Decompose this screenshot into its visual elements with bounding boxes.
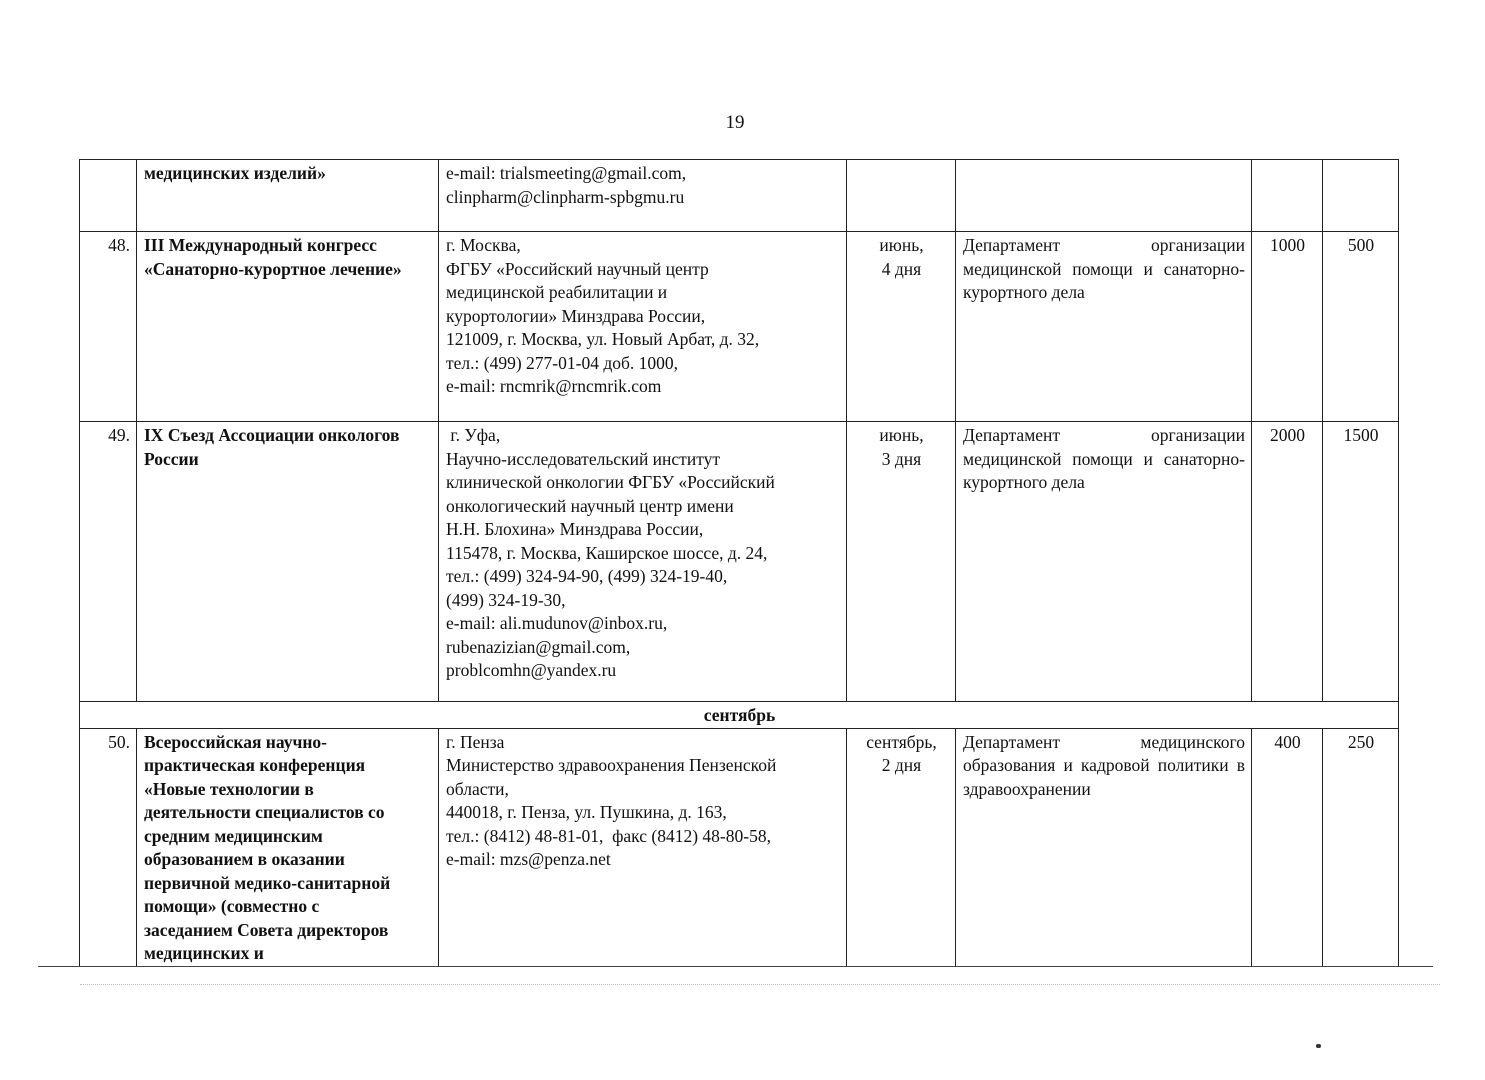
row-number: 49. xyxy=(80,422,137,702)
events-table xyxy=(79,159,1399,967)
event-date xyxy=(847,160,956,232)
reports-count: 500 xyxy=(1323,232,1399,422)
event-department: Департамент организации медицинской помощи и санаторно-курортного дела xyxy=(956,232,1252,422)
event-department xyxy=(956,160,1252,232)
scan-artifact-mark xyxy=(1316,1044,1321,1048)
table-row xyxy=(80,160,1399,232)
participants-count: 400 xyxy=(1252,728,1323,966)
event-date: июнь, 3 дня xyxy=(847,422,956,702)
page-bottom-rule xyxy=(38,966,1433,967)
row-number xyxy=(80,160,137,232)
event-date: сентябрь, 2 дня xyxy=(847,728,956,966)
event-date: июнь, 4 дня xyxy=(847,232,956,422)
reports-count: 1500 xyxy=(1323,422,1399,702)
table-row xyxy=(80,422,1399,702)
row-number: 50. xyxy=(80,728,137,966)
month-heading-row xyxy=(80,702,1399,729)
event-venue: г. Москва, ФГБУ «Российский научный центр медицинской реабилитации и курортологии» Минздрава России, 121009, г. Москва, ул. Новый Арбат, д. 32, тел.: (499) 277-01-04 доб. 1000, e-mail: rncmrik@rncmrik.com xyxy=(439,232,847,422)
row-number: 48. xyxy=(80,232,137,422)
participants-count: 1000 xyxy=(1252,232,1323,422)
event-name: медицинских изделий» xyxy=(137,160,439,232)
event-name: IX Съезд Ассоциации онкологов России xyxy=(137,422,439,702)
event-department: Департамент медицинского образования и кадровой политики в здравоохранении xyxy=(956,728,1252,966)
scan-artifact-line xyxy=(80,984,1440,985)
table-row xyxy=(80,728,1399,966)
event-venue: г. Уфа, Научно-исследовательский институт клинической онкологии ФГБУ «Российский онкологический научный центр имени Н.Н. Блохина» Минздрава России, 115478, г. Москва, Каширское шоссе, д. 24, тел.: (499) 324-94-90, (499) 324-19-40, (499) 324-19-30, e-mail: ali.mudunov@inbox.ru, rubenazizian@gmail.com, problcomhn@yandex.ru xyxy=(439,422,847,702)
page-number: 19 xyxy=(725,112,745,133)
participants-count xyxy=(1252,160,1323,232)
event-venue: e-mail: trialsmeeting@gmail.com, clinpharm@clinpharm-spbgmu.ru xyxy=(439,160,847,232)
event-name: III Международный конгресс «Санаторно-курортное лечение» xyxy=(137,232,439,422)
reports-count: 250 xyxy=(1323,728,1399,966)
event-department: Департамент организации медицинской помощи и санаторно-курортного дела xyxy=(956,422,1252,702)
event-name: Всероссийская научно- практическая конференция «Новые технологии в деятельности специалистов со средним медицинским образованием в оказании первичной медико-санитарной помощи» (совместно с заседанием Совета директоров медицинских и xyxy=(137,728,439,966)
table-row xyxy=(80,232,1399,422)
reports-count xyxy=(1323,160,1399,232)
month-heading: сентябрь xyxy=(80,702,1399,729)
event-venue: г. Пенза Министерство здравоохранения Пензенской области, 440018, г. Пенза, ул. Пушкина, д. 163, тел.: (8412) 48-81-01, факс (8412) 48-80-58, e-mail: mzs@penza.net xyxy=(439,728,847,966)
participants-count: 2000 xyxy=(1252,422,1323,702)
